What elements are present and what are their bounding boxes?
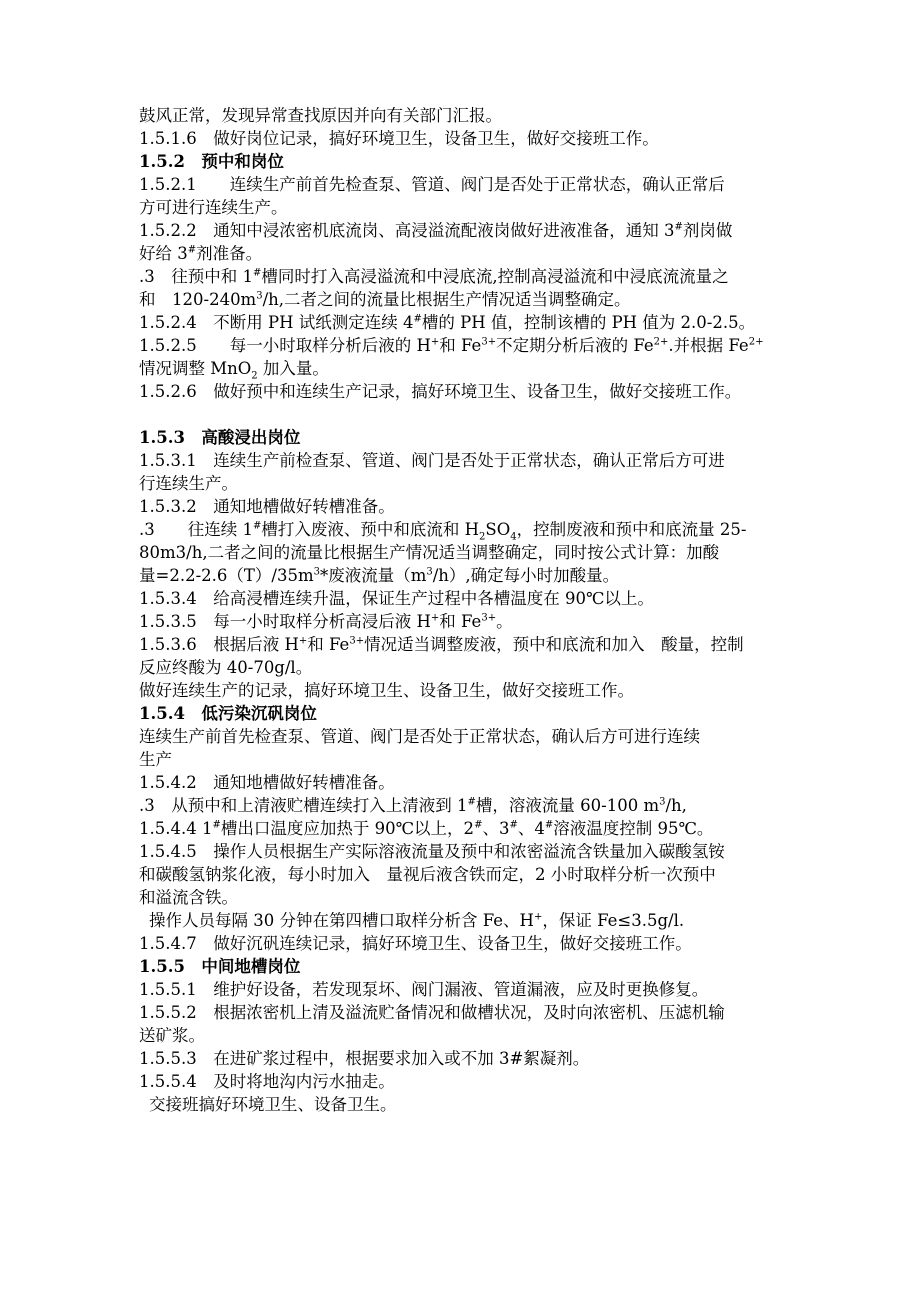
section-heading: 1.5.5 中间地槽岗位 <box>139 957 301 976</box>
text-line: 1.5.3.1 连续生产前检查泵、管道、阀门是否处于正常状态，确认正常后方可进 <box>139 451 725 470</box>
text-line: 1.5.3.2 通知地槽做好转槽准备。 <box>139 497 395 516</box>
text-line: 80m3/h,二者之间的流量比根据生产情况适当调整确定，同时按公式计算：加酸 <box>139 543 720 562</box>
text-line: 1.5.5.3 在进矿浆过程中，根据要求加入或不加 3#絮凝剂。 <box>139 1049 590 1068</box>
section-heading: 1.5.2 预中和岗位 <box>139 152 284 171</box>
text-line: 1.5.2.6 做好预中和连续生产记录，搞好环境卫生、设备卫生，做好交接班工作。 <box>139 382 742 401</box>
text-line: 1.5.5.1 维护好设备，若发现泵坏、阀门漏液、管道漏液，应及时更换修复。 <box>139 980 709 999</box>
text-line: 1.5.5.4 及时将地沟内污水抽走。 <box>139 1072 395 1091</box>
text-line: 方可进行连续生产。 <box>139 198 288 217</box>
text-line: 1.5.3.6 根据后液 H+和 $Fe^{3+}$情况适当调整废液，预中和底流和加入 酸量，控制 <box>139 635 744 654</box>
text-line: 1.5.4.7 做好沉矾连续记录，搞好环境卫生、设备卫生，做好交接班工作。 <box>139 934 692 953</box>
blank-line <box>139 403 789 426</box>
text-line: 交接班搞好环境卫生、设备卫生。 <box>149 1095 397 1114</box>
text-line: 和溢流含铁。 <box>139 888 238 907</box>
text-line: 1.5.4.4 1#槽出口温度应加热于 90℃以上，2#、3#、4#溶液温度控制 95℃。 <box>139 819 714 838</box>
text-line: 好给 3#剂准备。 <box>139 244 263 263</box>
text-line: .3 往连续 1#槽打入废液、预中和底流和 $H_2SO_4$，控制废液和预中和底流量 25- <box>139 520 747 543</box>
text-line: 鼓风正常，发现异常查找原因并向有关部门汇报。 <box>139 106 502 125</box>
section-heading: 1.5.3 高酸浸出岗位 <box>139 428 301 447</box>
text-line: 1.5.5.2 根据浓密机上清及溢流贮备情况和做槽状况，及时向浓密机、压滤机输 <box>139 1003 725 1022</box>
text-line: 和 $120-240m^3/h$,二者之间的流量比根据生产情况适当调整确定。 <box>139 290 631 309</box>
text-line: 做好连续生产的记录，搞好环境卫生、设备卫生，做好交接班工作。 <box>139 681 634 700</box>
text-line: 1.5.4.5 操作人员根据生产实际溶液流量及预中和浓密溢流含铁量加入碳酸氢铵 <box>139 842 725 861</box>
text-line: 1.5.1.6 做好岗位记录，搞好环境卫生，设备卫生，做好交接班工作。 <box>139 129 659 148</box>
text-line: 送矿浆。 <box>139 1026 205 1045</box>
text-line: 1.5.4.2 通知地槽做好转槽准备。 <box>139 773 395 792</box>
text-line: 操作人员每隔 30 分钟在第四槽口取样分析含 Fe、H+，保证 Fe≤3.5g/l. <box>149 911 685 930</box>
text-line: 和碳酸氢钠浆化液，每小时加入 量视后液含铁而定，2 小时取样分析一次预中 <box>139 865 716 884</box>
text-line: 情况调整 MnO$_2$ 加入量。 <box>139 359 329 382</box>
text-line: 1.5.2.5 每一小时取样分析后液的 H+和 $Fe^{3+}$不定期分析后液的 $Fe^{2+}$.并根据 $Fe^{2+}$ <box>139 336 764 355</box>
text-line: 1.5.3.5 每一小时取样分析高浸后液 H+和 $Fe^{3+}$。 <box>139 612 513 631</box>
text-line: 1.5.2.4 不断用 PH 试纸测定连续 4#槽的 PH 值，控制该槽的 PH 值为 2.0-2.5。 <box>139 313 756 332</box>
document-body <box>139 104 789 1116</box>
text-line: 行连续生产。 <box>139 474 238 493</box>
section-heading: 1.5.4 低污染沉矾岗位 <box>139 704 317 723</box>
text-line: 1.5.2.1 连续生产前首先检查泵、管道、阀门是否处于正常状态，确认正常后 <box>139 175 725 194</box>
text-line: 1.5.2.2 通知中浸浓密机底流岗、高浸溢流配液岗做好进液准备，通知 3#剂岗做 <box>139 221 733 240</box>
text-line: 量$=2.2-2.6(T)/35m^3*$废液流量$(m^3/h)$,确定每小时加酸量。 <box>139 566 620 585</box>
text-line: .3 从预中和上清液贮槽连续打入上清液到 1#槽，溶液流量 60-100 $m^3/h$, <box>139 796 687 815</box>
text-line: .3 往预中和 1#槽同时打入高浸溢流和中浸底流,控制高浸溢流和中浸底流流量之 <box>139 267 729 286</box>
text-line: 1.5.3.4 给高浸槽连续升温，保证生产过程中各槽温度在 90℃以上。 <box>139 589 654 608</box>
text-line: 生产 <box>139 750 172 769</box>
text-line: 反应终酸为 40-70g/l。 <box>139 658 313 677</box>
text-line: 连续生产前首先检查泵、管道、阀门是否处于正常状态，确认后方可进行连续 <box>139 727 700 746</box>
